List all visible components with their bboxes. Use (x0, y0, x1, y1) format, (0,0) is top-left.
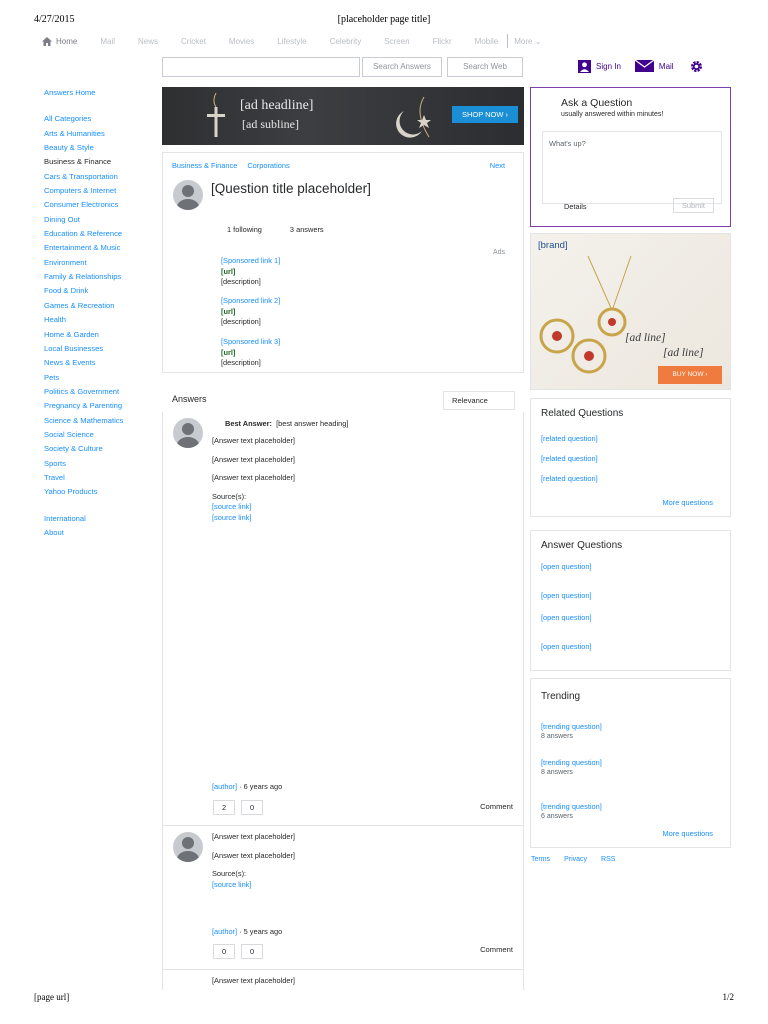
sponsored-url[interactable]: [url] (221, 306, 236, 316)
sidebar-item-home-garden[interactable]: Home & Garden (44, 329, 99, 339)
trending-question-link[interactable]: [trending question] (541, 722, 602, 731)
nav-mail[interactable]: Mail (100, 36, 116, 46)
answer-paragraph: [Answer text placeholder] (212, 976, 295, 985)
answers-heading: Answers (172, 394, 207, 404)
thumbs-up-button[interactable]: 0 (213, 944, 235, 959)
more-questions-link[interactable]: More questions (662, 498, 713, 507)
sidebar-item-pregnancy-parenting[interactable]: Pregnancy & Parenting (44, 401, 123, 411)
question-stats (227, 225, 324, 234)
sponsored-description: [description] (221, 317, 261, 326)
sidebar-item-games-recreation[interactable]: Games & Recreation (44, 300, 115, 310)
answer-age: · 6 years ago (239, 782, 283, 791)
home-icon (42, 37, 52, 46)
nav-home[interactable] (42, 37, 77, 46)
answerer-avatar[interactable] (173, 832, 203, 862)
answer-questions-card (530, 530, 731, 671)
best-answer-label (225, 419, 348, 428)
sort-dropdown[interactable]: Relevance (443, 391, 515, 410)
privacy-link[interactable]: Privacy (564, 856, 588, 863)
banner-headline: [ad headline] (240, 98, 314, 113)
crumb-business-finance[interactable]: Business & Finance (172, 161, 238, 170)
ask-question-box (530, 87, 731, 227)
open-question-link[interactable]: [open question] (541, 613, 592, 622)
trending-card (530, 678, 731, 848)
related-questions-card (530, 398, 731, 517)
sidebar-item-answers-home[interactable]: Answers Home (44, 88, 96, 97)
sponsored-description: [description] (221, 358, 261, 367)
nav-celebrity[interactable]: Celebrity (329, 36, 362, 46)
answer-card (162, 970, 524, 990)
thumbs-down-button[interactable]: 0 (241, 800, 263, 815)
source-link[interactable]: [source link] (212, 879, 252, 889)
print-page-number: 1/2 (722, 992, 734, 1002)
sources-label: Source(s): (212, 869, 247, 879)
question-textarea[interactable] (542, 131, 722, 204)
comment-button[interactable]: Comment (480, 802, 513, 811)
nav-news[interactable]: News (138, 36, 159, 46)
open-question-link[interactable]: [open question] (541, 642, 592, 651)
sidebar-item-family-relationships[interactable]: Family & Relationships (44, 272, 122, 282)
print-date: 4/27/2015 (34, 14, 75, 25)
sponsored-title[interactable]: [Sponsored link 1] (221, 256, 281, 265)
sponsored-url[interactable]: [url] (221, 347, 236, 357)
best-answer-heading: [best answer heading] (276, 419, 349, 428)
user-icon (578, 60, 591, 73)
search-answers-button[interactable]: Search Answers (362, 57, 442, 77)
sidebar-item-social-science[interactable]: Social Science (44, 429, 94, 439)
answer-card (162, 412, 524, 826)
related-question-link[interactable]: [related question] (541, 454, 598, 463)
trending-item (541, 722, 723, 742)
sidebar-item-business-finance[interactable]: Business & Finance (44, 157, 112, 167)
answers-count: 3 answers (289, 225, 324, 234)
nav-mobile[interactable]: Mobile (474, 36, 499, 46)
sidebar-item-food-drink[interactable]: Food & Drink (44, 286, 89, 296)
answer-meta (212, 782, 282, 791)
sources-label: Source(s): (212, 491, 247, 501)
answer-author[interactable]: [author] (212, 927, 238, 936)
answer-body (212, 976, 512, 987)
answer-meta (212, 927, 282, 936)
cross-pendant-icon (202, 93, 232, 139)
asker-avatar[interactable] (173, 180, 203, 210)
sidebar-item-pets[interactable]: Pets (44, 372, 60, 382)
related-questions-heading: Related Questions (541, 408, 624, 419)
ask-title: Ask a Question (561, 97, 633, 109)
nav-movies[interactable]: Movies (228, 36, 255, 46)
sponsored-url[interactable]: [url] (221, 266, 236, 276)
side-ad[interactable] (530, 233, 731, 390)
sidebar-item-about[interactable]: About (44, 527, 64, 537)
sidebar-item-health[interactable]: Health (44, 315, 66, 325)
side-ad-line-1: [ad line] (625, 332, 666, 344)
sidebar-item-cars-transportation[interactable]: Cars & Transportation (44, 171, 118, 181)
source-link[interactable]: [source link] (212, 502, 252, 512)
breadcrumb (172, 161, 290, 170)
answers-bar (162, 391, 524, 411)
nav-lifestyle[interactable]: Lifestyle (277, 36, 307, 46)
trending-question-link[interactable]: [trending question] (541, 802, 602, 811)
sidebar-spacer (44, 500, 154, 512)
comment-button[interactable]: Comment (480, 945, 513, 954)
thumbs-down-button[interactable]: 0 (241, 944, 263, 959)
question-card (162, 152, 524, 373)
answer-body (212, 832, 512, 890)
sidebar-item-science-mathematics[interactable]: Science & Mathematics (44, 415, 124, 425)
print-header (34, 14, 734, 28)
trending-heading: Trending (541, 691, 581, 702)
sidebar-item-computers-internet[interactable]: Computers & Internet (44, 186, 117, 196)
mail-label: Mail (658, 61, 674, 71)
sponsored-link[interactable] (221, 296, 511, 328)
sidebar-item-society-culture[interactable]: Society & Culture (44, 444, 103, 454)
jewelry-illustration-icon (533, 256, 653, 386)
sidebar-item-sports[interactable]: Sports (44, 458, 66, 468)
following-count[interactable]: 1 following (227, 225, 262, 234)
mail-link[interactable] (635, 60, 674, 72)
mail-icon (635, 60, 654, 72)
trending-item (541, 802, 723, 822)
next-question-link[interactable]: Next (489, 161, 505, 170)
sidebar-item-dining-out[interactable]: Dining Out (44, 214, 80, 224)
answer-card (162, 826, 524, 970)
crumb-corporations[interactable]: Corporations (247, 161, 290, 170)
sponsored-link[interactable] (221, 337, 511, 369)
trending-answer-count: 8 answers (541, 733, 573, 740)
banner-ad[interactable] (162, 87, 524, 145)
nav-cricket[interactable]: Cricket (181, 36, 206, 46)
open-question-link[interactable]: [open question] (541, 562, 592, 571)
related-question-link[interactable]: [related question] (541, 474, 598, 483)
trending-question-link[interactable]: [trending question] (541, 758, 602, 767)
gear-icon (690, 60, 703, 73)
trending-item (541, 758, 723, 778)
best-answer-prefix: Best Answer: (225, 419, 272, 428)
details-link[interactable]: Details (564, 202, 587, 211)
answer-paragraph: [Answer text placeholder] (212, 832, 295, 841)
sidebar-item-travel[interactable]: Travel (44, 472, 65, 482)
nav-more[interactable]: More ⌄ (514, 36, 542, 46)
sign-in-label: Sign In (596, 61, 621, 71)
submit-button[interactable]: Submit (673, 198, 714, 213)
answer-questions-heading: Answer Questions (541, 540, 623, 551)
trending-answer-count: 6 answers (541, 813, 573, 820)
sidebar-item-politics-government[interactable]: Politics & Government (44, 386, 120, 396)
side-ad-line-2: [ad line] (663, 347, 704, 359)
answer-author[interactable]: [author] (212, 782, 238, 791)
top-navigation (42, 33, 734, 49)
vote-controls (213, 944, 263, 959)
thumbs-up-button[interactable]: 2 (213, 800, 235, 815)
vote-controls (213, 800, 263, 815)
ads-label: Ads (492, 249, 505, 256)
ask-subtitle: usually answered within minutes! (561, 111, 664, 118)
shop-now-button[interactable]: SHOP NOW › (452, 106, 518, 123)
print-url: [page url] (34, 992, 70, 1002)
footer-links (531, 856, 615, 863)
search-input[interactable] (162, 57, 360, 77)
terms-link[interactable]: Terms (531, 856, 551, 863)
more-questions-link[interactable]: More questions (662, 829, 713, 838)
answer-paragraph: [Answer text placeholder] (212, 436, 295, 445)
sidebar-spacer (44, 100, 154, 112)
sidebar-item-environment[interactable]: Environment (44, 257, 87, 267)
open-question-link[interactable]: [open question] (541, 591, 592, 600)
source-link[interactable]: [source link] (212, 512, 252, 522)
answer-paragraph: [Answer text placeholder] (212, 473, 295, 483)
sidebar-item-beauty-style[interactable]: Beauty & Style (44, 143, 94, 153)
answer-age: · 5 years ago (239, 927, 283, 936)
question-title: [Question title placeholder] (211, 181, 371, 196)
settings-button[interactable] (690, 60, 703, 73)
answer-body (212, 436, 512, 524)
side-ad-brand: [brand] (538, 240, 568, 251)
nav-flickr[interactable]: Flickr (432, 36, 452, 46)
sign-in-link[interactable] (578, 60, 621, 73)
category-sidebar (44, 86, 154, 540)
answerer-avatar[interactable] (173, 418, 203, 448)
nav-divider (507, 34, 508, 48)
sidebar-item-news-events[interactable]: News & Events (44, 358, 96, 368)
print-footer (34, 992, 734, 1004)
print-title: [placeholder page title] (337, 14, 431, 25)
sidebar-item-arts-humanities[interactable]: Arts & Humanities (44, 128, 105, 138)
sidebar-item-local-businesses[interactable]: Local Businesses (44, 343, 104, 353)
sidebar-item-consumer-electronics[interactable]: Consumer Electronics (44, 200, 119, 210)
sidebar-item-international[interactable]: International (44, 513, 86, 523)
related-question-link[interactable]: [related question] (541, 434, 598, 443)
sponsored-description: [description] (221, 277, 261, 286)
sidebar-item-all-categories[interactable]: All Categories (44, 114, 92, 124)
rss-link[interactable]: RSS (601, 856, 616, 863)
crescent-pendant-icon (384, 93, 444, 141)
answer-paragraph: [Answer text placeholder] (212, 454, 295, 464)
search-web-button[interactable]: Search Web (447, 57, 523, 77)
sidebar-item-education-reference[interactable]: Education & Reference (44, 229, 123, 239)
nav-screen[interactable]: Screen (384, 36, 410, 46)
nav-home-label: Home (56, 36, 78, 46)
banner-subline: [ad subline] (242, 117, 299, 131)
buy-now-button[interactable]: BUY NOW › (658, 366, 722, 384)
answer-paragraph: [Answer text placeholder] (212, 850, 295, 860)
question-placeholder: What's up? (549, 139, 586, 148)
sponsored-title[interactable]: [Sponsored link 3] (221, 337, 281, 346)
sponsored-title[interactable]: [Sponsored link 2] (221, 296, 281, 305)
sidebar-item-yahoo-products[interactable]: Yahoo Products (44, 487, 98, 497)
sidebar-item-entertainment-music[interactable]: Entertainment & Music (44, 243, 121, 253)
sponsored-link[interactable] (221, 256, 511, 288)
trending-answer-count: 8 answers (541, 769, 573, 776)
user-links (578, 57, 703, 75)
